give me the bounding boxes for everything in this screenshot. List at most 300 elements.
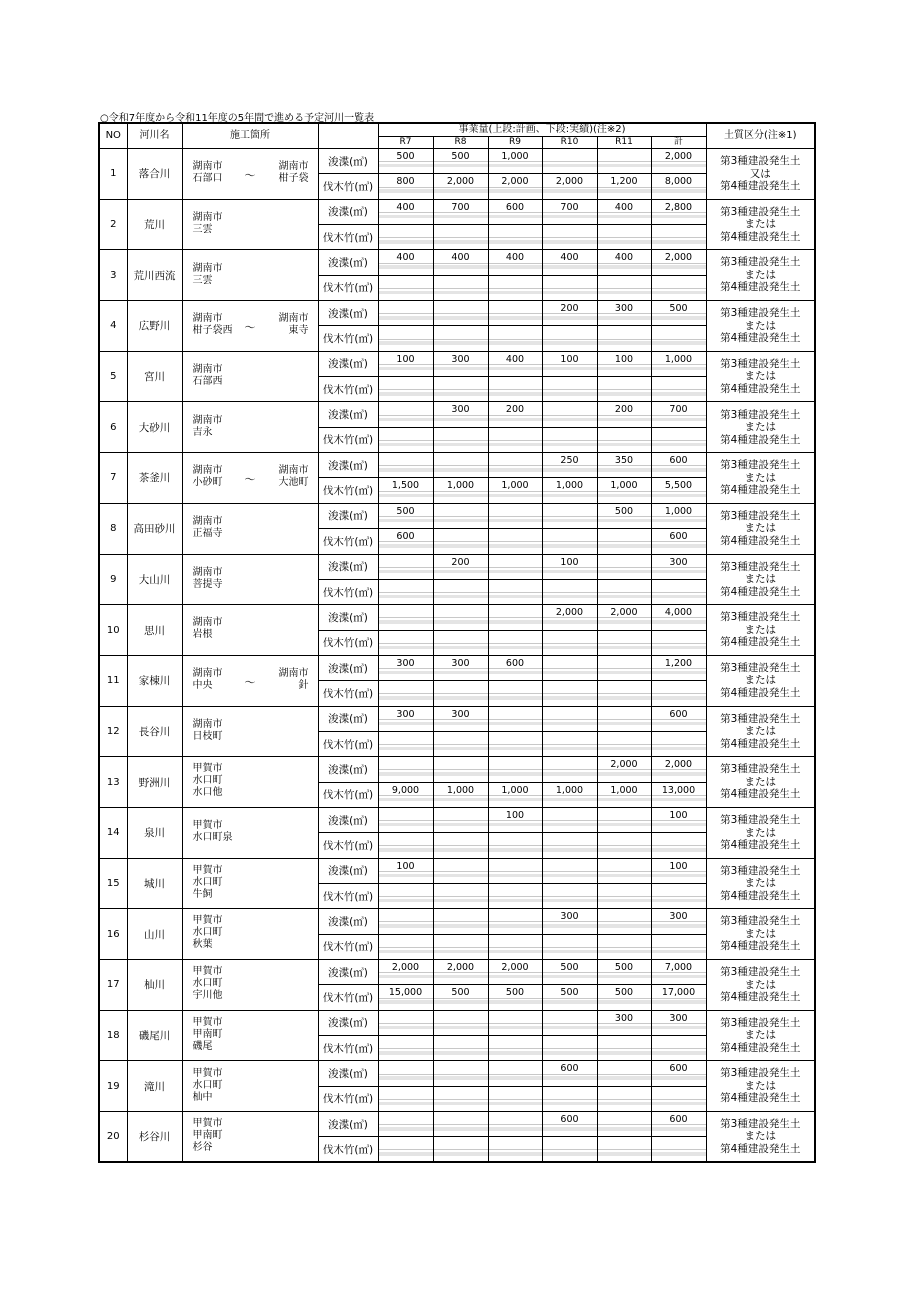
dredge-cell xyxy=(488,858,542,883)
dredge-value: 300 xyxy=(669,1012,688,1024)
plan-result-divider xyxy=(543,161,597,162)
felling-cell xyxy=(488,731,542,756)
type-dredge: 浚渫(㎥) xyxy=(318,909,378,934)
table-row xyxy=(99,807,815,832)
plan-result-band xyxy=(543,595,597,598)
work-location xyxy=(182,605,318,656)
plan-result-band xyxy=(652,975,706,978)
table-row xyxy=(99,909,815,934)
soil-line: 第4種建設発生土 xyxy=(720,534,801,547)
dredge-value: 100 xyxy=(396,860,415,872)
plan-result-band xyxy=(379,899,433,902)
dredge-cell xyxy=(597,858,651,883)
soil-category xyxy=(706,858,815,909)
plan-result-band xyxy=(543,1102,597,1105)
dredge-cell xyxy=(488,960,542,985)
location-start-line: 湖南市 xyxy=(192,465,223,477)
location-start-line: 湖南市 xyxy=(192,211,223,223)
plan-result-band xyxy=(489,1102,542,1105)
plan-result-band xyxy=(598,1102,651,1105)
plan-result-divider xyxy=(434,288,488,289)
river-name: 滝川 xyxy=(127,1061,182,1112)
type-felling: 伐木竹(㎥) xyxy=(318,529,378,554)
row-number: 5 xyxy=(99,351,127,402)
plan-result-band xyxy=(379,595,433,598)
plan-result-band xyxy=(543,950,597,953)
plan-result-band xyxy=(652,646,706,649)
plan-result-divider xyxy=(434,921,488,922)
river-name: 杣川 xyxy=(127,960,182,1011)
plan-result-band xyxy=(379,950,433,953)
dredge-cell xyxy=(597,605,651,630)
felling-cell xyxy=(488,934,542,959)
plan-result-divider xyxy=(379,643,433,644)
plan-result-divider xyxy=(434,643,488,644)
plan-result-band xyxy=(434,570,488,573)
header-year: R8 xyxy=(433,137,488,149)
plan-result-divider xyxy=(489,237,542,238)
felling-cell xyxy=(378,681,433,706)
header-year: R11 xyxy=(597,137,651,149)
work-location xyxy=(182,1061,318,1112)
felling-value: 1,000 xyxy=(446,480,475,492)
plan-result-band xyxy=(652,1051,706,1054)
plan-result-band xyxy=(652,874,706,877)
felling-cell xyxy=(597,1036,651,1061)
header-quantity: 事業量(上段:計画、下段:実績)(注※2) xyxy=(378,123,706,137)
soil-line: 第4種建設発生土 xyxy=(720,180,801,193)
dredge-value: 500 xyxy=(396,151,415,162)
type-felling: 伐木竹(㎥) xyxy=(318,1036,378,1061)
dredge-cell xyxy=(542,858,597,883)
dredge-cell xyxy=(488,503,542,528)
felling-value: 5,500 xyxy=(664,480,693,492)
plan-result-band xyxy=(379,189,433,192)
plan-result-divider xyxy=(489,541,542,542)
felling-cell xyxy=(651,225,706,250)
plan-result-divider xyxy=(598,896,651,897)
plan-result-divider xyxy=(434,516,488,517)
plan-result-band xyxy=(434,443,488,446)
plan-result-band xyxy=(543,570,597,573)
dredge-value: 300 xyxy=(614,303,634,315)
river-name: 荒川西流 xyxy=(127,250,182,301)
felling-cell xyxy=(597,326,651,351)
plan-result-divider xyxy=(543,389,597,390)
plan-result-band xyxy=(489,950,542,953)
plan-result-band xyxy=(652,443,706,446)
row-number: 9 xyxy=(99,554,127,605)
plan-result-divider xyxy=(598,440,651,441)
plan-result-divider xyxy=(489,313,542,314)
plan-result-divider xyxy=(598,389,651,390)
table-row xyxy=(99,402,815,427)
felling-cell xyxy=(542,833,597,858)
dredge-cell xyxy=(542,301,597,326)
dredge-cell xyxy=(378,909,433,934)
felling-value: 1,000 xyxy=(446,784,475,796)
dredge-value: 700 xyxy=(451,201,470,213)
felling-cell xyxy=(433,731,488,756)
header-year-total: 計 xyxy=(651,137,706,149)
location-start-line: 湖南市 xyxy=(192,668,223,680)
plan-result-divider xyxy=(434,237,488,238)
dredge-value: 500 xyxy=(614,962,634,973)
dredge-value: 600 xyxy=(669,708,688,720)
plan-result-band xyxy=(489,899,542,902)
felling-cell xyxy=(542,681,597,706)
plan-result-band xyxy=(652,722,706,725)
soil-category xyxy=(706,250,815,301)
plan-result-divider xyxy=(379,415,433,416)
plan-result-band xyxy=(598,1076,651,1079)
plan-result-band xyxy=(434,722,488,725)
plan-result-divider xyxy=(379,1149,433,1150)
plan-result-band xyxy=(598,1000,651,1003)
table-row xyxy=(99,554,815,579)
plan-result-band xyxy=(652,1127,706,1130)
felling-cell xyxy=(488,275,542,300)
plan-result-divider xyxy=(434,769,488,770)
soil-line: 第4種建設発生土 xyxy=(720,230,801,243)
plan-result-band xyxy=(379,443,433,446)
felling-cell xyxy=(433,275,488,300)
table-row xyxy=(99,1112,815,1137)
plan-result-band xyxy=(379,1102,433,1105)
plan-result-divider xyxy=(598,541,651,542)
location-start-line: 杉谷 xyxy=(192,1141,213,1153)
plan-result-divider xyxy=(543,769,597,770)
plan-result-divider xyxy=(434,389,488,390)
plan-result-band xyxy=(598,392,651,395)
row-number: 11 xyxy=(99,655,127,706)
plan-result-band xyxy=(598,519,651,522)
plan-result-band xyxy=(434,696,488,699)
dredge-cell xyxy=(488,909,542,934)
dredge-cell xyxy=(542,503,597,528)
plan-result-divider xyxy=(489,947,542,948)
table-row xyxy=(99,1010,815,1035)
felling-cell xyxy=(433,985,488,1010)
felling-value: 1,000 xyxy=(610,480,638,492)
plan-result-band xyxy=(598,164,651,167)
dredge-cell xyxy=(651,351,706,376)
soil-line: 第4種建設発生土 xyxy=(720,1142,801,1155)
plan-result-band xyxy=(598,468,651,471)
location-end-line: 湖南市 xyxy=(278,465,309,477)
soil-line: 第4種建設発生土 xyxy=(720,940,801,953)
felling-cell xyxy=(597,579,651,604)
dredge-value: 300 xyxy=(560,911,579,923)
location-start-line: 湖南市 xyxy=(192,566,223,578)
row-number: 13 xyxy=(99,757,127,808)
plan-result-divider xyxy=(652,288,706,289)
table-row xyxy=(99,960,815,985)
dredge-cell xyxy=(433,1061,488,1086)
dredge-cell xyxy=(488,706,542,731)
plan-result-band xyxy=(434,798,488,801)
type-dredge: 浚渫(㎥) xyxy=(318,1112,378,1137)
plan-result-divider xyxy=(434,896,488,897)
dredge-cell xyxy=(488,605,542,630)
felling-cell xyxy=(378,275,433,300)
plan-result-band xyxy=(543,240,597,243)
plan-result-divider xyxy=(434,820,488,821)
plan-result-band xyxy=(598,798,651,801)
plan-result-divider xyxy=(543,693,597,694)
felling-cell xyxy=(488,529,542,554)
plan-result-divider xyxy=(598,871,651,872)
felling-cell xyxy=(378,883,433,908)
table-caption: ○令和7年度から令和11年度の5年間で進める予定河川一覧表 xyxy=(100,113,375,124)
work-location xyxy=(182,757,318,808)
soil-line: 第3種建設発生土 xyxy=(720,357,801,370)
soil-line: 第4種建設発生土 xyxy=(720,1092,801,1105)
soil-line: または xyxy=(744,573,776,586)
dredge-cell xyxy=(378,1061,433,1086)
dredge-value: 100 xyxy=(396,353,415,365)
plan-result-divider xyxy=(598,820,651,821)
plan-result-divider xyxy=(543,440,597,441)
felling-cell xyxy=(542,174,597,199)
felling-cell xyxy=(542,326,597,351)
soil-line: または xyxy=(744,775,776,788)
felling-cell xyxy=(651,1137,706,1162)
plan-result-divider xyxy=(598,744,651,745)
row-number: 7 xyxy=(99,453,127,504)
plan-result-divider xyxy=(434,465,488,466)
location-start-line: 秋葉 xyxy=(192,939,213,951)
felling-cell xyxy=(597,934,651,959)
dredge-cell xyxy=(542,960,597,985)
felling-cell xyxy=(597,377,651,402)
felling-cell xyxy=(651,326,706,351)
soil-category xyxy=(706,1010,815,1061)
dredge-cell xyxy=(597,402,651,427)
plan-result-band xyxy=(489,671,542,674)
location-end-line: 大池町 xyxy=(278,477,309,489)
plan-result-divider xyxy=(379,921,433,922)
location-start-line: 甲賀市 xyxy=(192,763,223,775)
felling-cell xyxy=(433,681,488,706)
dredge-cell xyxy=(488,250,542,275)
plan-result-band xyxy=(543,798,597,801)
felling-cell xyxy=(597,1086,651,1111)
plan-result-divider xyxy=(489,871,542,872)
dredge-cell xyxy=(597,199,651,224)
plan-result-band xyxy=(434,1152,488,1155)
dredge-cell xyxy=(542,655,597,680)
dredge-cell xyxy=(433,757,488,782)
river-name: 宮川 xyxy=(127,351,182,402)
dredge-value: 2,000 xyxy=(664,759,693,771)
type-dredge: 浚渫(㎥) xyxy=(318,960,378,985)
plan-result-band xyxy=(543,772,597,775)
plan-result-band xyxy=(379,924,433,927)
type-felling: 伐木竹(㎥) xyxy=(318,985,378,1010)
type-felling: 伐木竹(㎥) xyxy=(318,883,378,908)
plan-result-divider xyxy=(379,769,433,770)
plan-result-divider xyxy=(652,693,706,694)
plan-result-band xyxy=(379,671,433,674)
plan-result-divider xyxy=(379,237,433,238)
dredge-value: 700 xyxy=(669,404,688,416)
plan-result-divider xyxy=(434,592,488,593)
dredge-value: 600 xyxy=(560,1114,579,1126)
plan-result-divider xyxy=(489,769,542,770)
felling-value: 800 xyxy=(396,176,415,188)
plan-result-divider xyxy=(379,693,433,694)
dredge-cell xyxy=(542,706,597,731)
location-end-line: 湖南市 xyxy=(278,313,309,325)
plan-result-band xyxy=(434,265,488,268)
plan-result-band xyxy=(379,696,433,699)
dredge-cell xyxy=(433,807,488,832)
plan-result-divider xyxy=(652,947,706,948)
table-row xyxy=(99,453,815,478)
dredge-cell xyxy=(378,1010,433,1035)
plan-result-divider xyxy=(543,871,597,872)
plan-result-band xyxy=(543,1127,597,1130)
plan-result-divider xyxy=(543,896,597,897)
felling-cell xyxy=(488,377,542,402)
type-dredge: 浚渫(㎥) xyxy=(318,1061,378,1086)
dredge-cell xyxy=(378,706,433,731)
plan-result-band xyxy=(489,291,542,294)
dredge-cell xyxy=(378,757,433,782)
soil-category xyxy=(706,402,815,453)
type-felling: 伐木竹(㎥) xyxy=(318,934,378,959)
dredge-cell xyxy=(488,1061,542,1086)
plan-result-divider xyxy=(598,921,651,922)
dredge-cell xyxy=(433,554,488,579)
plan-result-band xyxy=(434,874,488,877)
plan-result-divider xyxy=(489,440,542,441)
plan-result-band xyxy=(379,1051,433,1054)
type-dredge: 浚渫(㎥) xyxy=(318,149,378,174)
soil-category xyxy=(706,706,815,757)
plan-result-band xyxy=(434,1076,488,1079)
dredge-cell xyxy=(542,199,597,224)
plan-result-divider xyxy=(434,947,488,948)
type-felling: 伐木竹(㎥) xyxy=(318,782,378,807)
soil-line: 第3種建設発生土 xyxy=(720,915,801,928)
location-start-line: 水口町泉 xyxy=(192,832,233,844)
felling-cell xyxy=(597,1137,651,1162)
felling-cell xyxy=(433,174,488,199)
dredge-value: 600 xyxy=(505,201,525,213)
soil-line: 第4種建設発生土 xyxy=(720,788,801,801)
plan-result-band xyxy=(543,1000,597,1003)
felling-value: 500 xyxy=(505,987,525,999)
felling-cell xyxy=(651,579,706,604)
plan-result-band xyxy=(489,747,542,750)
plan-result-band xyxy=(379,519,433,522)
plan-result-band xyxy=(652,1102,706,1105)
plan-result-band xyxy=(379,418,433,421)
dredge-value: 300 xyxy=(396,708,415,720)
plan-result-divider xyxy=(379,288,433,289)
felling-cell xyxy=(597,529,651,554)
plan-result-band xyxy=(379,1026,433,1029)
felling-cell xyxy=(488,174,542,199)
felling-cell xyxy=(597,833,651,858)
plan-result-band xyxy=(379,544,433,547)
plan-result-band xyxy=(379,341,433,344)
dredge-value: 600 xyxy=(669,1063,688,1075)
plan-result-band xyxy=(489,975,542,978)
plan-result-divider xyxy=(379,845,433,846)
soil-category xyxy=(706,199,815,250)
location-end-line: 柑子袋 xyxy=(278,173,309,185)
felling-cell xyxy=(651,985,706,1010)
row-number: 6 xyxy=(99,402,127,453)
dredge-cell xyxy=(651,1061,706,1086)
plan-result-band xyxy=(434,975,488,978)
dredge-cell xyxy=(433,149,488,174)
dredge-cell xyxy=(651,858,706,883)
felling-cell xyxy=(433,579,488,604)
dredge-cell xyxy=(542,554,597,579)
dredge-cell xyxy=(597,909,651,934)
plan-result-divider xyxy=(489,592,542,593)
header-location: 施工箇所 xyxy=(182,123,318,149)
plan-result-divider xyxy=(543,288,597,289)
plan-result-band xyxy=(543,189,597,192)
plan-result-divider xyxy=(652,1099,706,1100)
felling-cell xyxy=(378,427,433,452)
soil-line: または xyxy=(744,268,776,281)
plan-result-band xyxy=(434,316,488,319)
plan-result-band xyxy=(652,341,706,344)
soil-line: 第3種建設発生土 xyxy=(720,661,801,674)
location-start-line: 湖南市 xyxy=(192,414,223,426)
plan-result-band xyxy=(652,620,706,623)
work-location xyxy=(182,706,318,757)
soil-line: または xyxy=(744,674,776,687)
plan-result-band xyxy=(434,620,488,623)
soil-category xyxy=(706,351,815,402)
type-felling: 伐木竹(㎥) xyxy=(318,225,378,250)
row-number: 17 xyxy=(99,960,127,1011)
soil-line: 第3種建設発生土 xyxy=(720,712,801,725)
felling-cell xyxy=(433,630,488,655)
dredge-cell xyxy=(378,858,433,883)
felling-cell xyxy=(542,630,597,655)
type-felling: 伐木竹(㎥) xyxy=(318,579,378,604)
felling-cell xyxy=(378,225,433,250)
plan-result-band xyxy=(489,215,542,218)
plan-result-band xyxy=(543,1152,597,1155)
felling-cell xyxy=(378,934,433,959)
plan-result-band xyxy=(652,570,706,573)
plan-result-band xyxy=(598,823,651,826)
plan-result-divider xyxy=(543,845,597,846)
location-start-line: 正福寺 xyxy=(192,527,223,539)
plan-result-band xyxy=(489,798,542,801)
felling-cell xyxy=(488,782,542,807)
dredge-cell xyxy=(488,1112,542,1137)
table-row xyxy=(99,250,815,275)
row-number: 19 xyxy=(99,1061,127,1112)
river-name: 山川 xyxy=(127,909,182,960)
plan-result-band xyxy=(489,418,542,421)
type-dredge: 浚渫(㎥) xyxy=(318,503,378,528)
plan-result-band xyxy=(543,418,597,421)
plan-result-divider xyxy=(543,541,597,542)
dredge-value: 2,800 xyxy=(664,201,693,213)
felling-cell xyxy=(433,427,488,452)
